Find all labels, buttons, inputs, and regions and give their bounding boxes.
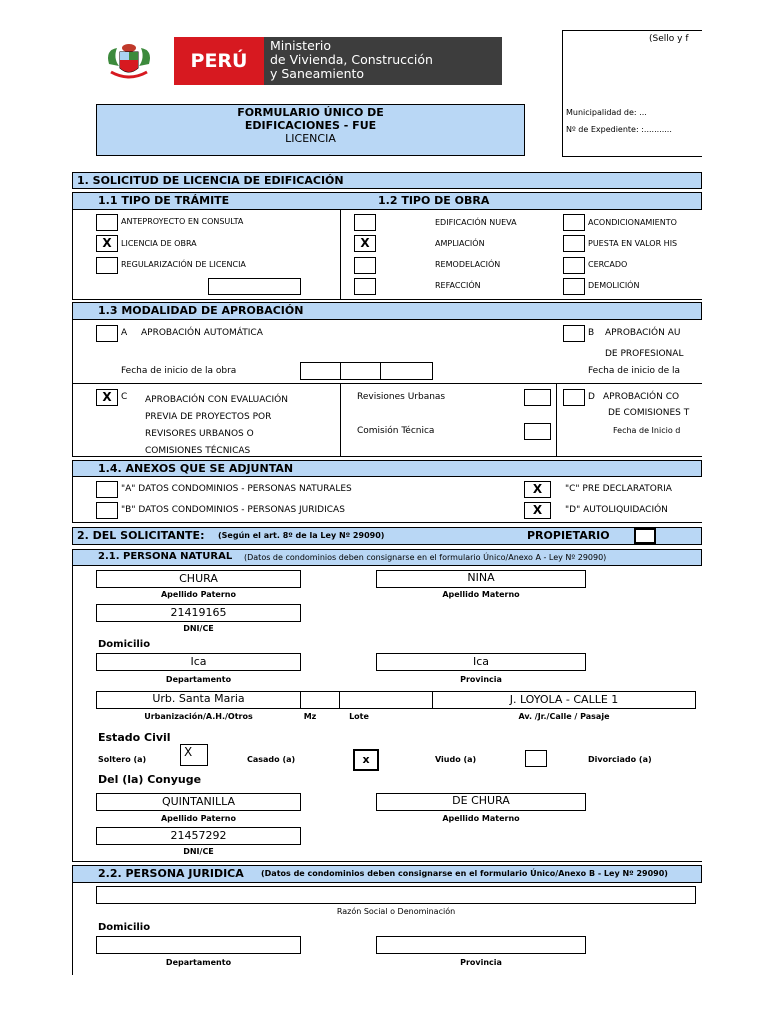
anexo-c-checkbox[interactable]: X xyxy=(524,481,551,498)
ministry-name: Ministerio de Vivienda, Construcción y Saneamiento xyxy=(270,38,433,81)
anexo-c-label: "C" PRE DECLARATORIA xyxy=(565,484,672,494)
mz-label: Mz xyxy=(303,712,317,721)
soltero-label: Soltero (a) xyxy=(98,755,147,764)
provincia-field[interactable]: Ica xyxy=(376,653,586,671)
obra-ampliacion-label: AMPLIACIÓN xyxy=(435,239,485,248)
apellido-materno-label: Apellido Materno xyxy=(442,590,520,599)
persona-juridica-title: 2.2. PERSONA JURIDICA xyxy=(98,867,244,880)
tipo-tramite-title: 1.1 TIPO DE TRÁMITE xyxy=(98,194,230,207)
apellido-paterno-label: Apellido Paterno xyxy=(160,590,236,599)
section-1-1-band xyxy=(72,192,702,210)
viudo-checkbox[interactable] xyxy=(525,750,547,767)
modalidad-a-label: APROBACIÓN AUTOMÁTICA xyxy=(141,328,263,338)
provincia-juridica-field[interactable] xyxy=(376,936,586,954)
obra-demolicion-label: DEMOLICIÓN xyxy=(588,281,640,290)
persona-juridica-note: (Datos de condominios deben consignarse en el formulario Único/Anexo B - Ley Nº 29090) xyxy=(261,869,668,878)
mz-field[interactable] xyxy=(300,691,340,709)
modalidad-d-fecha-label: Fecha de Inicio d xyxy=(613,426,681,435)
anexo-a-label: "A" DATOS CONDOMINIOS - PERSONAS NATURALES xyxy=(121,484,352,494)
anexo-a-checkbox[interactable] xyxy=(96,481,118,498)
modalidad-c-description: APROBACIÓN CON EVALUACIÓN PREVIA DE PROYECTOS POR REVISORES URBANOS O COMISIONES TÉCNICAS xyxy=(145,395,289,456)
form-subtitle: LICENCIA xyxy=(285,132,336,145)
modalidad-b-label-2: DE PROFESIONAL xyxy=(605,349,684,359)
anexo-d-checkbox[interactable]: X xyxy=(524,502,551,519)
anexos-title: 1.4. ANEXOS QUE SE ADJUNTAN xyxy=(72,460,702,477)
domicilio-juridica-label: Domicilio xyxy=(98,922,151,933)
persona-natural-band xyxy=(72,549,702,566)
conyuge-paterno-field[interactable]: QUINTANILLA xyxy=(96,793,301,811)
section-1-title: 1. SOLICITUD DE LICENCIA DE EDIFICACIÓN xyxy=(72,172,702,189)
lote-label: Lote xyxy=(349,712,369,721)
departamento-juridica-label: Departamento xyxy=(165,958,232,967)
casado-checkbox[interactable]: x xyxy=(353,749,379,771)
via-field[interactable]: J. LOYOLA - CALLE 1 xyxy=(432,691,696,709)
divorciado-label: Divorciado (a) xyxy=(588,755,652,764)
modalidad-c-letter: C xyxy=(121,392,128,402)
obra-refaccion-checkbox[interactable] xyxy=(354,278,376,295)
tramite-regularizacion-checkbox[interactable] xyxy=(96,257,118,274)
conyuge-paterno-label: Apellido Paterno xyxy=(160,814,236,823)
estado-civil-label: Estado Civil xyxy=(98,731,171,744)
comision-tecnica-checkbox[interactable] xyxy=(524,423,551,440)
viudo-label: Viudo (a) xyxy=(435,755,477,764)
modalidad-d-checkbox[interactable] xyxy=(563,389,585,406)
modalidad-a-letter: A xyxy=(121,328,128,338)
peru-logo-text: PERÚ xyxy=(174,37,264,85)
section-2-title: 2. DEL SOLICITANTE: xyxy=(77,529,205,542)
modalidad-d-label-2: DE COMISIONES T xyxy=(608,408,690,418)
role-checkbox[interactable] xyxy=(634,528,656,544)
anexo-b-label: "B" DATOS CONDOMINIOS - PERSONAS JURIDICAS xyxy=(121,505,345,515)
apellido-paterno-field[interactable]: CHURA xyxy=(96,570,301,588)
fecha-inicio-field[interactable] xyxy=(300,362,433,380)
section-2-note: (Según el art. 8º de la Ley Nº 29090) xyxy=(218,531,385,540)
form-title-line-1: FORMULARIO ÚNICO DE xyxy=(237,106,384,119)
modalidad-d-label: APROBACIÓN CO xyxy=(603,392,680,402)
modalidad-a-checkbox[interactable] xyxy=(96,325,118,342)
fecha-inicio-label: Fecha de inicio de la obra xyxy=(121,366,237,376)
modalidad-c-checkbox[interactable]: X xyxy=(96,389,118,406)
razon-social-field[interactable] xyxy=(96,886,696,904)
coat-of-arms-icon xyxy=(103,42,155,82)
obra-cercado-label: CERCADO xyxy=(588,260,628,269)
obra-cercado-checkbox[interactable] xyxy=(563,257,585,274)
revisores-urbanos-checkbox[interactable] xyxy=(524,389,551,406)
anexo-d-label: "D" AUTOLIQUIDACIÓN xyxy=(565,505,668,515)
apellido-materno-field[interactable]: NINA xyxy=(376,570,586,588)
persona-natural-note: (Datos de condominios deben consignarse en el formulario Único/Anexo A - Ley Nº 29090) xyxy=(244,553,607,562)
tramite-licencia-label: LICENCIA DE OBRA xyxy=(121,239,197,248)
conyuge-dni-field[interactable]: 21457292 xyxy=(96,827,301,845)
municipality-label: Municipalidad de: ... xyxy=(566,108,647,117)
conyuge-materno-label: Apellido Materno xyxy=(442,814,520,823)
modalidad-title: 1.3 MODALIDAD DE APROBACIÓN xyxy=(72,302,702,320)
lote-field[interactable] xyxy=(339,691,433,709)
obra-acondicionamiento-checkbox[interactable] xyxy=(563,214,585,231)
regularizacion-date-field[interactable] xyxy=(208,278,301,295)
obra-demolicion-checkbox[interactable] xyxy=(563,278,585,295)
obra-nueva-label: EDIFICACIÓN NUEVA xyxy=(435,218,517,227)
ministry-logo xyxy=(174,37,502,85)
obra-remodelacion-checkbox[interactable] xyxy=(354,257,376,274)
conyuge-materno-field[interactable]: DE CHURA xyxy=(376,793,586,811)
comision-tecnica-label: Comisión Técnica xyxy=(357,426,435,436)
role-label: PROPIETARIO xyxy=(527,529,610,542)
domicilio-label: Domicilio xyxy=(98,639,151,650)
persona-juridica-band xyxy=(72,865,702,883)
seal-label: (Sello y f xyxy=(649,34,689,44)
modalidad-d-letter: D xyxy=(588,392,595,402)
tramite-regularizacion-label: REGULARIZACIÓN DE LICENCIA xyxy=(121,260,246,269)
tramite-anteproyecto-label: ANTEPROYECTO EN CONSULTA xyxy=(121,217,244,226)
tipo-obra-title: 1.2 TIPO DE OBRA xyxy=(378,194,490,207)
urbanizacion-label: Urbanización/A.H./Otros xyxy=(144,712,253,721)
obra-acondicionamiento-label: ACONDICIONAMIENTO xyxy=(588,218,677,227)
tramite-anteproyecto-checkbox[interactable] xyxy=(96,214,118,231)
seal-box xyxy=(562,30,702,157)
file-number-label: Nº de Expediente: :........... xyxy=(566,125,672,134)
obra-remodelacion-label: REMODELACIÓN xyxy=(435,260,501,269)
conyuge-label: Del (la) Conyuge xyxy=(98,773,202,786)
form-title-line-2: EDIFICACIONES - FUE xyxy=(244,119,377,132)
persona-natural-title: 2.1. PERSONA NATURAL xyxy=(98,551,233,562)
razon-social-label: Razón Social o Denominación xyxy=(336,907,456,916)
conyuge-dni-label: DNI/CE xyxy=(183,847,214,856)
dni-field[interactable]: 21419165 xyxy=(96,604,301,622)
provincia-juridica-label: Provincia xyxy=(460,958,502,967)
urbanizacion-field[interactable]: Urb. Santa Maria xyxy=(96,691,301,709)
obra-puesta-valor-checkbox[interactable] xyxy=(563,235,585,252)
modalidad-b-checkbox[interactable] xyxy=(563,325,585,342)
via-label: Av. /Jr./Calle / Pasaje xyxy=(518,712,610,721)
soltero-checkbox[interactable]: X xyxy=(180,744,208,766)
obra-nueva-checkbox[interactable] xyxy=(354,214,376,231)
departamento-field[interactable]: Ica xyxy=(96,653,301,671)
revisores-urbanos-label: Revisiones Urbanas xyxy=(357,392,446,402)
obra-ampliacion-checkbox[interactable]: X xyxy=(354,235,376,252)
form-title-box xyxy=(96,104,525,156)
fecha-inicio-b-label: Fecha de inicio de la xyxy=(588,366,681,376)
departamento-label: Departamento xyxy=(165,675,232,684)
section-2-band xyxy=(72,527,702,545)
departamento-juridica-field[interactable] xyxy=(96,936,301,954)
casado-label: Casado (a) xyxy=(247,755,296,764)
anexo-b-checkbox[interactable] xyxy=(96,502,118,519)
obra-puesta-valor-label: PUESTA EN VALOR HIS xyxy=(588,239,678,248)
dni-label: DNI/CE xyxy=(183,624,214,633)
tramite-licencia-checkbox[interactable]: X xyxy=(96,235,118,252)
modalidad-b-label: APROBACIÓN AU xyxy=(605,328,681,338)
modalidad-b-letter: B xyxy=(588,328,595,338)
obra-refaccion-label: REFACCIÓN xyxy=(435,281,481,290)
provincia-label: Provincia xyxy=(460,675,502,684)
